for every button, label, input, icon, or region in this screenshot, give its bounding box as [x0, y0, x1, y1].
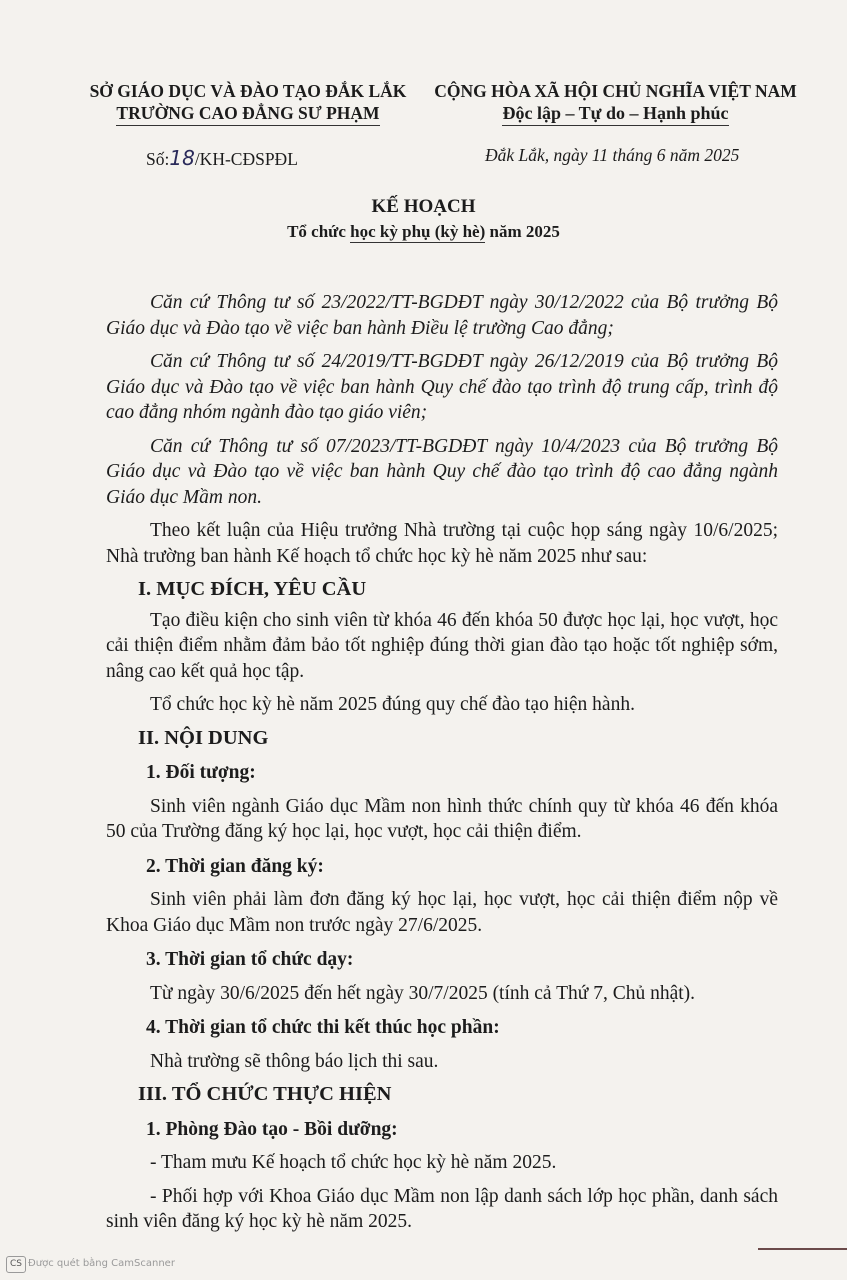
- place-date: Đắk Lắk, ngày 11 tháng 6 năm 2025: [485, 145, 740, 165]
- agency-header: [88, 80, 408, 126]
- camscanner-watermark: Được quét bằng CamScanner: [28, 1258, 175, 1269]
- section-3-item-1: - Tham mưu Kế hoạch tổ chức học kỳ hè năm 2025.: [150, 1152, 557, 1173]
- agency-school: TRƯỜNG CAO ĐẲNG SƯ PHẠM: [116, 102, 379, 126]
- camscanner-logo-icon: CS: [6, 1256, 26, 1273]
- section-2-sub-3-heading: 3. Thời gian tổ chức dạy:: [146, 949, 354, 970]
- doc-number-handwritten: 18: [169, 146, 195, 170]
- section-1-heading: I. MỤC ĐÍCH, YÊU CẦU: [138, 578, 367, 600]
- section-1-para-1: Tạo điều kiện cho sinh viên từ khóa 46 đến khóa 50 được học lại, học vượt, học cải thiện điểm nhằm đảm bảo tốt nghiệp đúng thời gian đào tạo hoặc tốt nghiệp sớm, nâng cao kết quả học tập.: [106, 609, 778, 682]
- agency-department: SỞ GIÁO DỤC VÀ ĐÀO TẠO ĐẮK LẮK: [89, 81, 407, 101]
- national-header: [428, 80, 803, 126]
- section-3-sub-1-heading: 1. Phòng Đào tạo - Bồi dưỡng:: [146, 1118, 398, 1140]
- section-2-heading: II. NỘI DUNG: [138, 726, 269, 749]
- document-number: [146, 146, 298, 170]
- document-subtitle: [0, 222, 847, 242]
- section-3-item-2: - Phối hợp với Khoa Giáo dục Mầm non lập danh sách lớp học phần, danh sách sinh viên đăng ký học kỳ hè năm 2025.: [106, 1185, 778, 1232]
- section-2-sub-2-text: Sinh viên phải làm đơn đăng ký học lại, học vượt, học cải thiện điểm nộp về Khoa Giáo dục Mầm non trước ngày 27/6/2025.: [106, 889, 778, 936]
- section-1-para-2: Tổ chức học kỳ hè năm 2025 đúng quy chế đào tạo hiện hành.: [150, 694, 635, 715]
- section-2-sub-1-text: Sinh viên ngành Giáo dục Mầm non hình thức chính quy từ khóa 46 đến khóa 50 của Trường đăng ký học lại, học vượt, học cải thiện điểm.: [106, 795, 778, 842]
- document-body: [106, 290, 778, 1235]
- national-motto: Độc lập – Tự do – Hạnh phúc: [502, 102, 728, 126]
- document-title: KẾ HOẠCH: [371, 196, 476, 217]
- section-2-sub-3-text: Từ ngày 30/6/2025 đến hết ngày 30/7/2025 (tính cả Thứ 7, Chủ nhật).: [150, 982, 696, 1004]
- section-2-sub-4-text: Nhà trường sẽ thông báo lịch thi sau.: [150, 1050, 439, 1072]
- legal-basis-3: Căn cứ Thông tư số 07/2023/TT-BGDĐT ngày 10/4/2023 của Bộ trưởng Bộ Giáo dục và Đào tạo về việc ban hành Quy chế đào tạo trình độ cao đẳng ngành Giáo dục Mầm non.: [106, 435, 778, 508]
- national-title: CỘNG HÒA XÃ HỘI CHỦ NGHĨA VIỆT NAM: [434, 81, 797, 101]
- subtitle-part2: năm 2025: [485, 222, 560, 241]
- legal-basis-1: Căn cứ Thông tư số 23/2022/TT-BGDĐT ngày 30/12/2022 của Bộ trưởng Bộ Giáo dục và Đào tạo về việc ban hành Điều lệ trường Cao đẳng;: [106, 292, 778, 339]
- legal-basis-2: Căn cứ Thông tư số 24/2019/TT-BGDĐT ngày 26/12/2019 của Bộ trưởng Bộ Giáo dục và Đào tạo về việc ban hành Quy chế đào tạo trình độ trung cấp, trình độ cao đẳng nhóm ngành đào tạo giáo viên;: [106, 351, 778, 423]
- intro-paragraph: Theo kết luận của Hiệu trưởng Nhà trường tại cuộc họp sáng ngày 10/6/2025; Nhà trường ban hành Kế hoạch tổ chức học kỳ hè năm 2025 như sau:: [106, 520, 778, 567]
- section-2-sub-2-heading: 2. Thời gian đăng ký:: [146, 855, 324, 877]
- section-3-heading: III. TỔ CHỨC THỰC HIỆN: [138, 1083, 392, 1105]
- section-2-sub-1-heading: 1. Đối tượng:: [146, 762, 256, 783]
- subtitle-part1: Tổ chức: [287, 222, 351, 241]
- doc-number-prefix: Số:: [146, 149, 170, 169]
- section-2-sub-4-heading: 4. Thời gian tổ chức thi kết thúc học phần:: [146, 1017, 500, 1038]
- doc-number-suffix: /KH-CĐSPĐL: [194, 149, 298, 169]
- subtitle-underlined: học kỳ phụ (kỳ hè): [350, 222, 486, 241]
- page-edge-shadow: [758, 1248, 847, 1250]
